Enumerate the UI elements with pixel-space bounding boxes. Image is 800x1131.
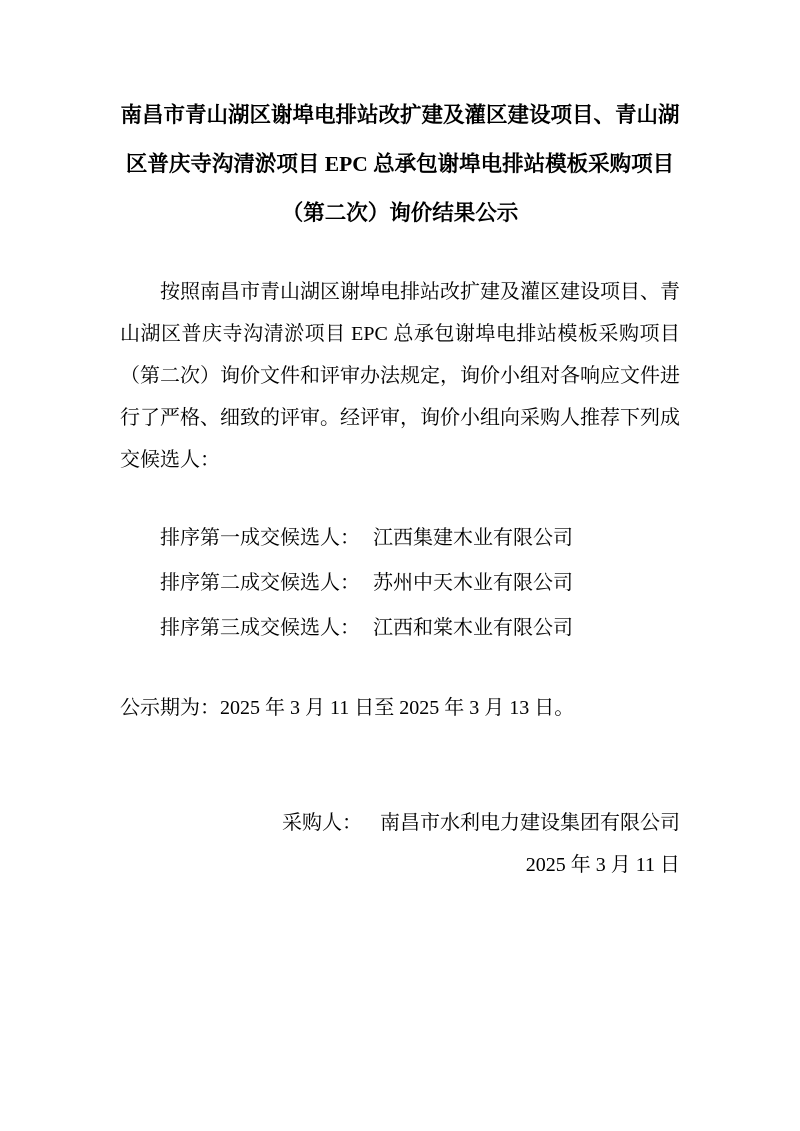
purchaser-name: 南昌市水利电力建设集团有限公司 xyxy=(380,812,680,834)
candidate-list xyxy=(120,516,680,651)
publicity-period: 公示期为：2025 年 3 月 11 日至 2025 年 3 月 13 日。 xyxy=(120,697,575,719)
candidate-row-1 xyxy=(160,516,680,561)
candidate-company: 苏州中天木业有限公司 xyxy=(373,572,573,594)
candidate-company: 江西集建木业有限公司 xyxy=(373,527,573,549)
document-title xyxy=(120,91,680,238)
purchaser-label: 采购人： xyxy=(282,812,362,834)
intro-paragraph: 按照南昌市青山湖区谢埠电排站改扩建及灌区建设项目、青山湖区普庆寺沟清淤项目 EPC 总承包谢埠电排站模板采购项目（第二次）询价文件和评审办法规定，询价小组对各响应文件进行了严格、细致的评审。经评审，询价小组向采购人推荐下列成交候选人： xyxy=(120,281,680,471)
candidate-company: 江西和棠木业有限公司 xyxy=(373,617,573,639)
title-line-3: （第二次）询价结果公示 xyxy=(281,201,519,225)
title-line-2: 区普庆寺沟清淤项目 EPC 总承包谢埠电排站模板采购项目 xyxy=(125,152,675,176)
title-line-1: 南昌市青山湖区谢埠电排站改扩建及灌区建设项目、青山湖 xyxy=(120,103,680,127)
candidate-rank-label: 排序第二成交候选人： xyxy=(160,572,360,594)
purchaser-line xyxy=(120,802,680,844)
signature-block xyxy=(120,802,680,886)
candidate-rank-label: 排序第一成交候选人： xyxy=(160,527,360,549)
candidate-rank-label: 排序第三成交候选人： xyxy=(160,617,360,639)
candidate-row-3 xyxy=(160,606,680,651)
signature-date: 2025 年 3 月 11 日 xyxy=(525,854,680,876)
candidate-row-2 xyxy=(160,561,680,606)
